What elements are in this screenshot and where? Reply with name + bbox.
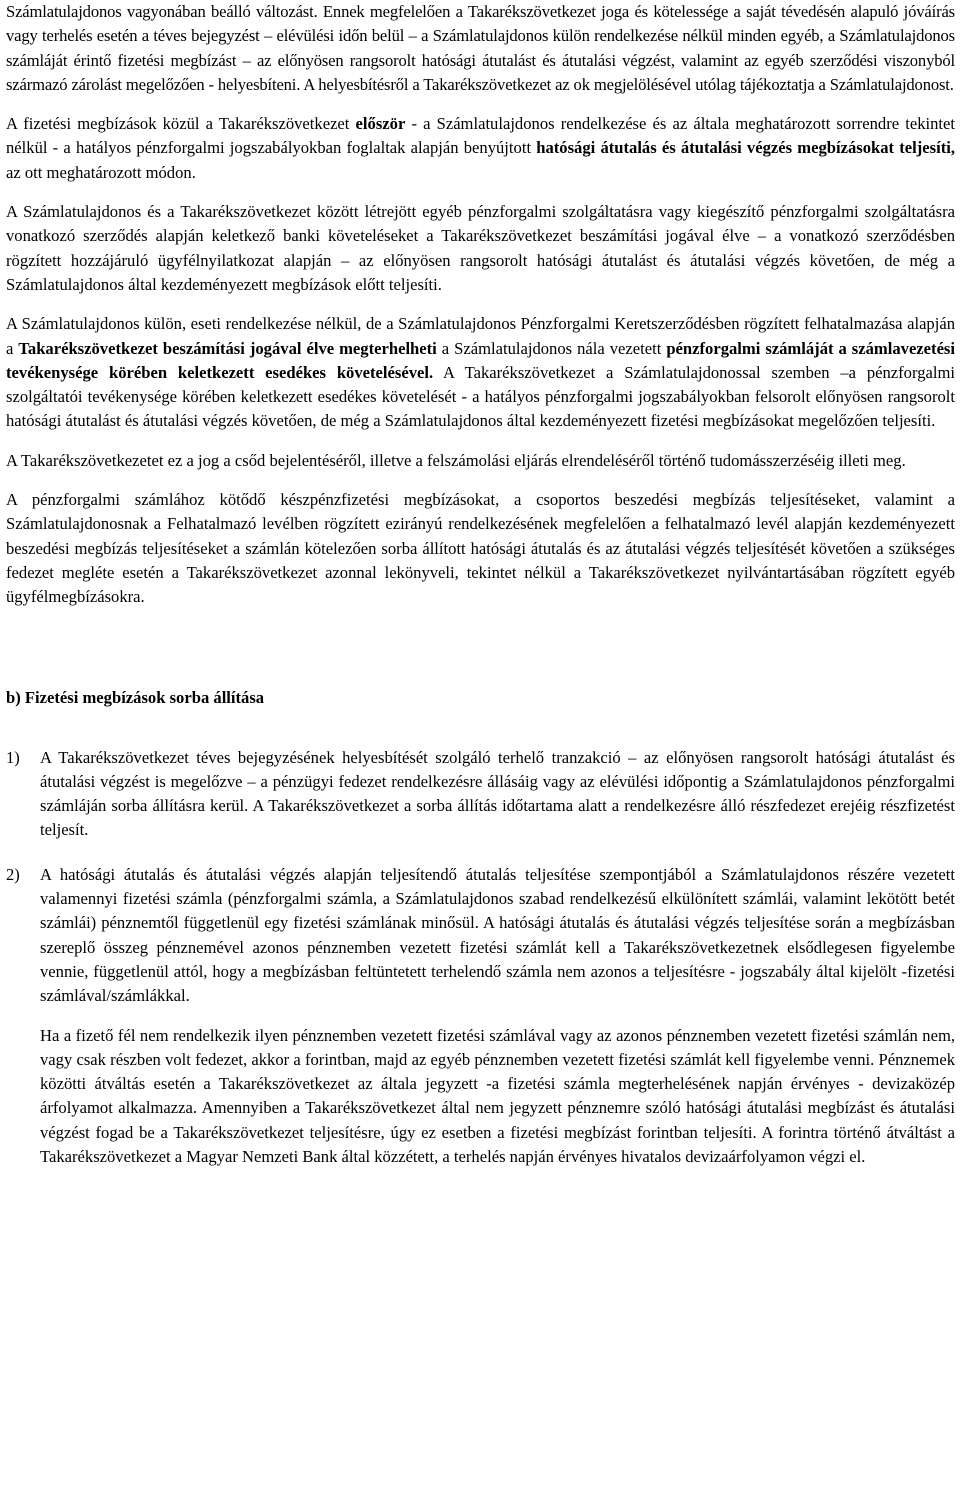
spacer xyxy=(6,843,955,863)
spacer xyxy=(6,610,955,686)
bold-run: hatósági átutalás és átutalási végzés megbízásokat teljesíti, xyxy=(536,138,956,158)
paragraph-correction: Számlatulajdonos vagyonában beálló változást. Ennek megfelelően a Takarékszövetkezet joga és kötelessége a saját tévedésén alapuló jóváírás vagy terhelés esetén a téves bejegyzést – elévülési időn belül – a Számlatulajdonos külön rendelkezése nélkül minden egyéb, a Számlatulajdonos számláját érintő fizetési megbízást – az előnyösen rangsorolt hatósági átutalást és átutalási végzést, valamint az egyéb szerződési viszonyból származó zárolást megelőzően - helyesbíteni. A helyesbítésről a Takarékszövetkezet az ok megjelölésével utólag tájékoztatja a Számlatulajdonost. xyxy=(6,2,955,94)
list-item xyxy=(6,746,955,843)
paragraph-currency-conversion: Ha a fizető fél nem rendelkezik ilyen pénznemben vezetett fizetési számlával vagy az azonos pénznemben vezetett fizetési számlán nem, vagy csak részben volt fedezet, akkor a forintban, majd az egyéb pénznemben vezetett fizetési számlát kell figyelembe venni. Pénznemek közötti átváltás esetén a Takarékszövetkezet az általa jegyzett -a fizetési számla megterhelésének napján érvényes - devizaközép árfolyamot alkalmazza. Amennyiben a Takarékszövetkezet által nem jegyzett pénznemre szóló hatósági átutalási megbízást és átutalási végzést fogad be a Takarékszövetkezet teljesítésre, úgy ez esetben a fizetési megbízást forintban teljesíti. A forintra történő átváltást a Takarékszövetkezet a Magyar Nemzeti Bank által közzétett, a terhelés napján érvényes hivatalos devizaárfolyamon végzi el. xyxy=(40,1025,955,1166)
text-run: az ott meghatározott módon. xyxy=(6,162,196,182)
list-item-text: A Takarékszövetkezet téves bejegyzésének helyesbítését szolgáló terhelő tranzakció – az előnyösen rangsorolt hatósági átutalást és átutalási végzést is megelőzve – a pénzügyi fedezet rendelkezésre állásáig vagy az elévülési időpontig a Számlatulajdonos pénzforgalmi számláján sorba állításra kerül. A Takarékszövetkezet a sorba állítás időtartama alatt a rendelkezésre álló részfedezet erejéig részfizetést teljesít. xyxy=(40,747,955,840)
list-item-number: 1) xyxy=(6,747,20,767)
spacer xyxy=(6,710,955,746)
bold-run: pénzforgalmi számláját a számlavezetési tevékenysége körében keletkezett esedékes követelésével. xyxy=(6,338,955,382)
text-run: A Takarékszövetkezet a Számlatulajdonossal szemben –a pénzforgalmi szolgáltatói tevékenysége körében keletkezett esedékes követelését - a hatályos pénzforgalmi jogszabályokban felsorolt előnyösen rangsorolt hatósági átutalást és átutalási végzés követően, de még a Számlatulajdonos által kezdeményezett fizetési megbízásokat megelőzően teljesíti. xyxy=(6,362,955,431)
section-heading: b) Fizetési megbízások sorba állítása xyxy=(6,687,265,707)
spacer xyxy=(6,434,955,449)
list-item-text: A hatósági átutalás és átutalási végzés alapján teljesítendő átutalás teljesítése szempontjából a Számlatulajdonos részére vezetett valamennyi fizetési számla (pénzforgalmi számla, a Számlatulajdonos szabad rendelkezésű elkülönített számlái, valamint lekötött betét számlái) pénznemtől függetlenül egy fizetési számlának minősül. A hatósági átutalás és átutalási végzés teljesítése során a megbízásban szereplő összeg pénznemével azonos pénznemben vezetett fizetési számlát kell a Takarékszövetkezetnek elsődlegesen figyelembe vennie, függetlenül attól, hogy a megbízásban feltüntetett terhelendő számla nem azonos a teljesítésre - jogszabály által kijelölt -fizetési számlával/számlákkal. xyxy=(40,864,955,1006)
paragraph-cash-orders: A pénzforgalmi számlához kötődő készpénzfizetési megbízásokat, a csoportos beszedési megbízás teljesítéseket, valamint a Számlatulajdonosnak a Felhatalmazó levélben rögzített ezirányú rendelkezésének megfelelően a felhatalmazó levél alapján kezdeményezett beszedési megbízás teljesítéseket a számlán kötelezően sorba állított hatósági átutalás és az átutalási végzés teljesítését követően a szükséges fedezet megléte esetén a Takarékszövetkezet azonnal lekönyveli, tekintet nélkül a Takarékszövetkezet nyilvántartásában rögzített egyéb ügyfélmegbízásokra. xyxy=(6,490,955,607)
paragraph-set-off-right xyxy=(6,312,955,433)
text-run: - a Számlatulajdonos rendelkezése és az általa meghatározott sorrendre tekintet nélkül - a hatályos pénzforgalmi jogszabályokban foglaltak alapján benyújtott xyxy=(6,114,955,158)
paragraph-bankruptcy: A Takarékszövetkezetet ez a jog a csőd bejelentéséről, illetve a felszámolási eljárás elrendeléséről történő tudomásszerzéséig illeti meg. xyxy=(6,450,906,470)
list-item-number: 2) xyxy=(6,864,20,884)
spacer xyxy=(6,1009,955,1024)
list-item xyxy=(6,863,955,1009)
text-run: A Számlatulajdonos külön, eseti rendelkezése nélkül, de a Számlatulajdonos Pénzforgalmi Keretszerződésben rögzített felhatalmazása alapján a xyxy=(6,314,955,358)
spacer xyxy=(6,297,955,312)
bold-run: Takarékszövetkezet beszámítási jogával élve megterhelheti xyxy=(18,338,437,358)
text-run: A fizetési megbízások közül a Takarékszövetkezet xyxy=(6,114,356,134)
text-run: a Számlatulajdonos nála vezetett xyxy=(436,338,667,358)
spacer xyxy=(6,97,955,112)
paragraph-priority-order xyxy=(6,112,955,185)
bold-run: először xyxy=(355,114,406,134)
spacer xyxy=(6,473,955,488)
spacer xyxy=(6,185,955,200)
paragraph-bank-claims: A Számlatulajdonos és a Takarékszövetkezet között létrejött egyéb pénzforgalmi szolgáltatásra vagy kiegészítő pénzforgalmi szolgáltatásra vonatkozó szerződés alapján keletkező banki követeléseket a Takarékszövetkezet beszámítási jogával élve – a vonatkozó szerződésben rögzített hozzájáruló ügyfélnyilatkozat alapján – az előnyösen rangsorolt hatósági átutalást és átutalási végzés követően, de még a Számlatulajdonos által kezdeményezett megbízások előtt teljesíti. xyxy=(6,202,955,294)
